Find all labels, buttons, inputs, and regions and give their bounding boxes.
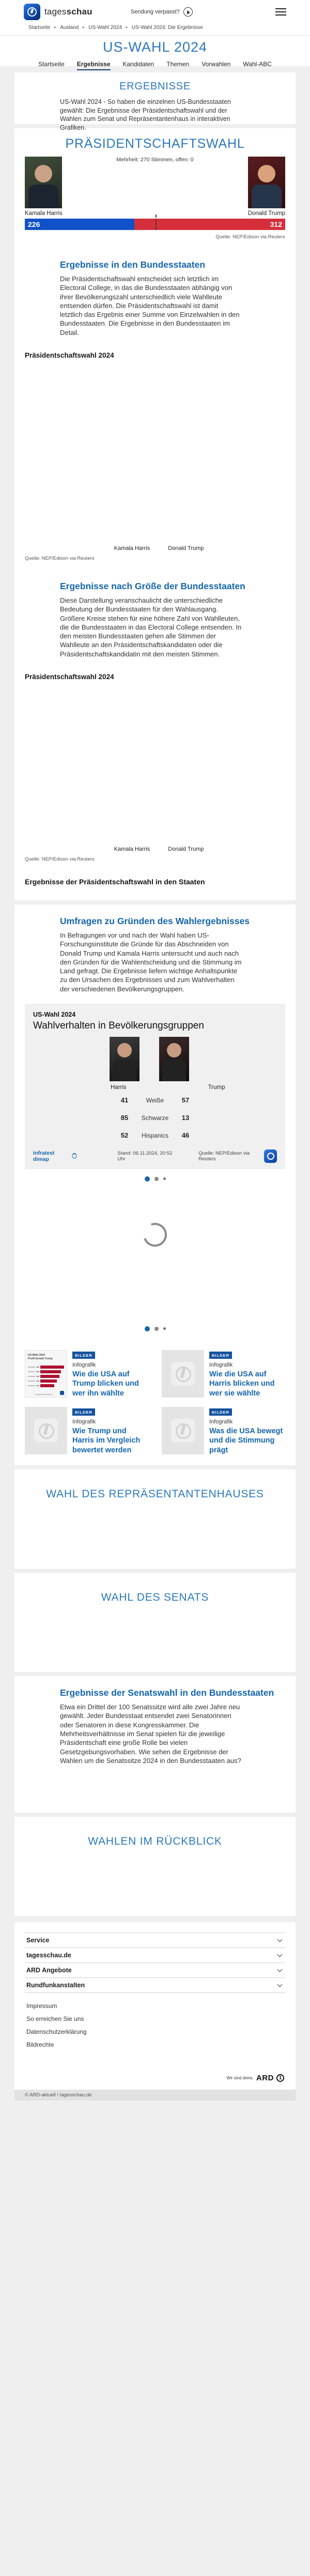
infographic-title: Wahlverhalten in Bevölkerungsgruppen <box>33 1020 204 1031</box>
teaser-thumbnail-placeholder <box>162 1350 204 1398</box>
carousel-pagination <box>14 1176 296 1182</box>
harris-legend-swatch <box>106 847 112 852</box>
bubble-cartogram[interactable] <box>21 684 289 844</box>
category-label: Weiße <box>146 1096 164 1104</box>
teaser-grid <box>25 1350 285 1455</box>
ard-wordmark: ARD <box>256 2074 274 2083</box>
section-senat <box>14 1573 296 1672</box>
section-heading: WAHL DES REPRÄSENTANTENHAUSES <box>46 1488 264 1500</box>
breadcrumb-separator-icon: ► <box>125 26 129 29</box>
copyright-bar: © ARD-aktuell / tagesschau.de <box>14 2090 296 2100</box>
trump-photo <box>159 1037 189 1081</box>
harris-value: 85 <box>120 1114 129 1122</box>
tab-startseite[interactable]: Startseite <box>38 60 65 68</box>
demographic-row <box>33 1110 277 1126</box>
teaser-vergleich[interactable] <box>25 1407 148 1455</box>
trump-value: 57 <box>181 1096 190 1105</box>
breadcrumb-separator-icon: ► <box>82 26 86 29</box>
subsection-text: Diese Darstellung veranschaulicht die unterschiedliche Bedeutung der Bundesstaaten für den Wahlausgang. Größere Kreise stehen für eine höhere Zahl von Wahlleuten, die die Bundesstaaten in das Electoral College entsenden. In den meisten Bundesstaaten gehen alle Stimmen der Wahlleute an den Präsidentschaftskandidaten oder die Präsidentschaftskandidatin mit den meisten Stimmen. <box>60 596 242 658</box>
chevron-down-icon <box>277 1982 283 1987</box>
globe-placeholder-icon <box>171 1362 195 1386</box>
footer-link-impressum[interactable]: Impressum <box>26 2002 57 2010</box>
section-senatswahl-ergebnisse <box>14 1676 296 1813</box>
carousel-dot[interactable] <box>163 1327 166 1330</box>
harris-name: Kamala Harris <box>25 210 63 217</box>
tab-themen[interactable]: Themen <box>166 60 190 68</box>
section-heading: WAHLEN IM RÜCKBLICK <box>88 1835 222 1848</box>
globe-placeholder-icon <box>34 1419 58 1443</box>
carousel-dot[interactable] <box>154 1177 159 1181</box>
harris-legend-label: Kamala Harris <box>114 545 150 551</box>
carousel-dot-active[interactable] <box>145 1326 150 1331</box>
ard-one-icon: 1 <box>276 2074 284 2082</box>
demographic-row <box>33 1093 277 1108</box>
trump-name: Donald Trump <box>247 210 285 217</box>
thumb-title: Profil Donald Trump <box>28 1357 53 1361</box>
globe-placeholder-icon <box>171 1419 195 1443</box>
infographic-kicker: US-Wahl 2024 <box>33 1010 76 1018</box>
subsection-text: In Befragungen vor und nach der Wahl haben US-Forschungsinstitute die Gründe für das Abschneiden von Donald Trump und Kamala Harris untersucht und auch nach den Gründen für die Wahlentscheidung und die Stimmung im Land gefragt. Die Ergebnisse liefern wichtige Anhaltspunkte zu den Ursachen des Ergebnisses und zum Wahlverhalten der verschiedenen Bevölkerungsgruppen. <box>60 931 242 993</box>
footer-link-bildrechte[interactable]: Bildrechte <box>26 2041 54 2048</box>
harris-legend-swatch <box>106 546 112 551</box>
chart-title: Präsidentschaftswahl 2024 <box>25 672 114 681</box>
section-rueckblick <box>14 1817 296 1916</box>
footer-links <box>25 1999 285 2051</box>
chevron-down-icon <box>277 1952 283 1957</box>
teaser-title[interactable]: Wie die USA auf Trump blicken und wer ihn wählte <box>72 1370 139 1398</box>
majority-marker <box>156 214 157 230</box>
section-praesidentschaftswahl <box>14 128 296 900</box>
footer-accordion-ard-angebote[interactable] <box>25 1962 285 1977</box>
thumb-logo-icon <box>60 1391 64 1395</box>
subsection-heading-groesse[interactable]: Ergebnisse nach Größe der Bundesstaaten <box>60 580 245 591</box>
play-icon <box>183 7 193 17</box>
teaser-tag: BILDER <box>72 1352 95 1359</box>
trump-photo <box>248 157 285 208</box>
source-note: Quelle: NEP/Edison via Reuters <box>25 856 95 862</box>
tagesschau-globe-icon <box>24 4 40 20</box>
footer-link-datenschutz[interactable]: Datenschutzerklärung <box>26 2028 87 2035</box>
section-umfragen <box>14 904 296 1465</box>
infratest-dimap-logo: infratest dimap <box>33 1150 77 1162</box>
source-note: Quelle: NEP/Edison via Reuters <box>25 555 95 561</box>
footer-accordion-label: Service <box>26 1937 50 1944</box>
harris-value: 52 <box>120 1131 129 1140</box>
state-results-accordion <box>25 878 285 886</box>
teaser-title[interactable]: Wie Trump und Harris im Vergleich bewertet werden <box>72 1427 141 1454</box>
site-footer <box>14 1922 296 2100</box>
demographic-row <box>33 1128 277 1143</box>
breadcrumb <box>0 24 310 36</box>
footer-link-kontakt[interactable]: So erreichen Sie uns <box>26 2015 84 2022</box>
harris-electoral-bar <box>25 219 134 230</box>
chart-title: Präsidentschaftswahl 2024 <box>25 351 114 359</box>
trump-electoral-bar <box>134 219 285 230</box>
harris-column-label: Harris <box>111 1084 127 1091</box>
harris-photo <box>110 1037 140 1081</box>
teaser-kicker: Infografik <box>72 1418 96 1425</box>
section-ergebnisse <box>14 72 296 131</box>
sendung-verpasst-link[interactable] <box>131 7 193 17</box>
trump-legend-label: Donald Trump <box>168 846 204 852</box>
harris-legend-label: Kamala Harris <box>114 846 150 852</box>
chevron-down-icon <box>277 1967 283 1972</box>
section-intro-text: US-Wahl 2024 - So haben die einzelnen US-Bundesstaaten gewählt: Die Ergebnisse der Präsidentschaftswahl und der Wahlen zum Senat und Repräsentantenhaus in interaktiven Grafiken. <box>60 98 231 131</box>
tab-ergebnisse[interactable]: Ergebnisse <box>77 60 111 70</box>
chevron-down-icon <box>277 1937 283 1942</box>
category-label: Hispanics <box>141 1131 169 1139</box>
section-heading: ERGEBNISSE <box>119 81 191 92</box>
trump-legend-label: Donald Trump <box>168 545 204 551</box>
teaser-thumbnail-chart <box>25 1350 67 1398</box>
majority-note: Mehrheit: 270 Stimmen, offen: 0 <box>116 157 194 163</box>
teaser-thumbnail-placeholder <box>162 1407 204 1454</box>
category-label: Schwarze <box>141 1114 169 1122</box>
harris-photo <box>25 157 62 208</box>
electoral-college-bar <box>25 219 285 230</box>
ard-logo[interactable] <box>25 2074 284 2082</box>
infographic-wahlverhalten <box>25 1004 285 1169</box>
tagesschau-mini-logo-icon <box>264 1149 277 1163</box>
election-map[interactable] <box>31 362 279 543</box>
section-tabs <box>0 60 310 70</box>
teaser-tag: BILDER <box>209 1408 232 1416</box>
subsection-text: Etwa ein Drittel der 100 Senatssitze wird alle zwei Jahre neu gewählt. Jeder Bundesstaat entsendet zwei Senatorinnen oder Senatoren in diese Kongresskammer. Die Mehrheitsverhältnisse im Senat spielen für die jeweilige Präsidentschaft eine große Rolle bei vielen Gesetzgebungsvorhaben. Wie sehen die Ergebnisse der Wahlen um die Senatssitze 2024 in den Bundesstaaten aus? <box>60 1703 241 1765</box>
tab-wahl-abc[interactable]: Wahl-ABC <box>243 60 272 68</box>
teaser-title[interactable]: Wie die USA auf Harris blicken und wer sie wählte <box>209 1370 275 1398</box>
teaser-tag: BILDER <box>72 1408 95 1416</box>
trump-column-label: Trump <box>208 1084 225 1091</box>
teaser-tag: BILDER <box>209 1352 232 1359</box>
thumb-mini-bars <box>28 1366 64 1388</box>
breadcrumb-separator-icon: ► <box>53 26 57 29</box>
trump-legend-swatch <box>160 546 165 551</box>
bubble-legend <box>14 846 296 852</box>
infratest-dimap-icon <box>72 1153 78 1159</box>
subsection-heading-bundesstaaten[interactable]: Ergebnisse in den Bundesstaaten <box>60 259 206 270</box>
page-title: US-WAHL 2024 <box>102 39 208 55</box>
teaser-title[interactable]: Was die USA bewegt und die Stimmung prägt <box>209 1427 283 1454</box>
teaser-stimmung[interactable] <box>162 1407 285 1455</box>
harris-value: 41 <box>120 1096 129 1105</box>
breadcrumb-item[interactable]: US-Wahl 2024: Die Ergebnisse <box>131 25 203 30</box>
sendung-verpasst-label: Sendung verpasst? <box>131 9 180 15</box>
harris-electoral-votes: 226 <box>28 220 40 228</box>
teaser-thumbnail-placeholder <box>25 1407 67 1454</box>
teaser-kicker: Infografik <box>209 1361 233 1368</box>
carousel-dot-active[interactable] <box>145 1176 150 1182</box>
carousel-dot[interactable] <box>154 1327 159 1331</box>
trump-legend-swatch <box>160 847 165 852</box>
trump-value: 13 <box>181 1114 190 1122</box>
accordion-title: Ergebnisse der Präsidentschaftswahl in den Staaten <box>25 877 205 886</box>
subsection-text: Die Präsidentschaftswahl entscheidet sich letztlich im Electoral College, in das die Bundesstaaten abhängig von ihrer Bevölkerungszahl unterschiedlich viele Wahlleute entsenden dürfen. Die Präsidentschaftswahl ist damit letztlich das Ergebnis einer Summe von Einzelwahlen in den Bundesstaaten. Die Ergebnisse in den Bundesstaaten im Detail. <box>60 275 240 336</box>
footer-accordion-rundfunkanstalten[interactable] <box>25 1977 285 1993</box>
footer-accordion-tagesschau[interactable] <box>25 1948 285 1962</box>
teaser-trump-profil[interactable] <box>25 1350 148 1399</box>
site-header <box>0 0 310 66</box>
source-note: Quelle: NEP/Edison via Reuters <box>215 234 285 240</box>
carousel-pagination <box>14 1326 296 1331</box>
footer-accordion-label: ARD Angebote <box>26 1967 72 1974</box>
tab-kandidaten[interactable]: Kandidaten <box>122 60 154 68</box>
trump-value: 46 <box>181 1131 190 1140</box>
section-heading: PRÄSIDENTSCHAFTSWAHL <box>65 136 245 151</box>
breadcrumb-item[interactable]: US-Wahl 2024 <box>88 25 122 30</box>
tagesschau-logo[interactable] <box>24 4 92 20</box>
map-legend <box>14 545 296 551</box>
footer-accordion-service[interactable] <box>25 1933 285 1948</box>
footer-accordion-label: tagesschau.de <box>26 1952 71 1959</box>
teaser-kicker: Infografik <box>209 1418 233 1425</box>
stand-note: Stand: 06.11.2024, 20:52 Uhr <box>117 1150 173 1162</box>
subsection-heading-umfragen[interactable]: Umfragen zu Gründen des Wahlergebnisses <box>60 915 250 926</box>
footer-accordion-label: Rundfunkanstalten <box>26 1982 85 1989</box>
teaser-kicker: Infografik <box>72 1361 96 1368</box>
thumb-kicker: US-Wahl 2024 <box>28 1353 45 1357</box>
trump-electoral-votes: 312 <box>270 220 282 228</box>
carousel-loading-area <box>14 1182 296 1337</box>
ard-claim: Wir sind deins. <box>226 2076 254 2081</box>
candidate-header <box>25 156 285 219</box>
carousel-dot[interactable] <box>163 1177 166 1180</box>
section-heading: WAHL DES SENATS <box>101 1591 209 1604</box>
tab-vorwahlen[interactable]: Vorwahlen <box>202 60 231 68</box>
source-note: Quelle: NEP/Edison via Reuters <box>198 1150 250 1162</box>
loading-spinner-icon <box>139 1219 171 1250</box>
breadcrumb-item[interactable]: Ausland <box>60 25 79 30</box>
breadcrumb-item[interactable]: Startseite <box>28 25 51 30</box>
subsection-heading-senatswahl[interactable]: Ergebnisse der Senatswahl in den Bundesstaaten <box>60 1688 274 1698</box>
brand-wordmark: tagesschau <box>44 7 92 17</box>
section-repraesentantenhaus <box>14 1469 296 1569</box>
menu-icon[interactable] <box>275 8 286 18</box>
teaser-harris-profil[interactable] <box>162 1350 285 1399</box>
